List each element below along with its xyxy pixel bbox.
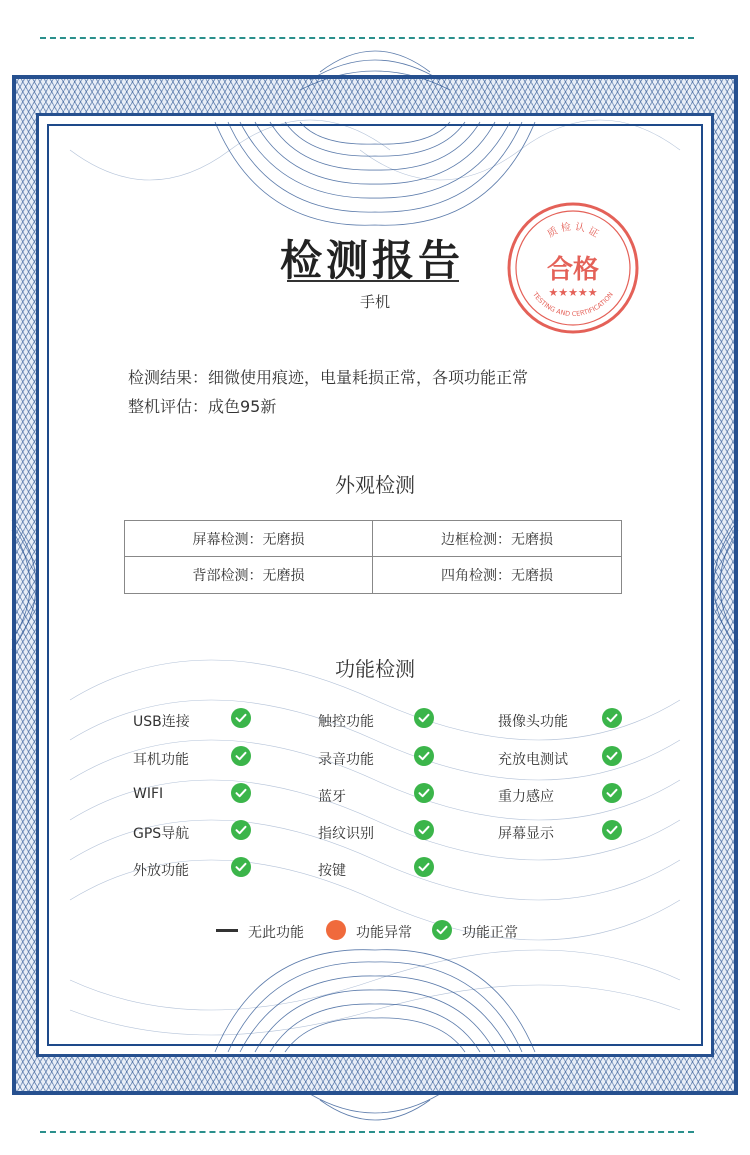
appearance-cell: 背部检测：无磨损: [125, 557, 373, 593]
appearance-table: [124, 520, 622, 594]
title-underline: [287, 280, 459, 282]
function-check-item: [133, 746, 273, 770]
function-label: WIFI: [133, 786, 164, 802]
check-pass-icon: [602, 746, 622, 766]
function-check-item: [498, 746, 638, 770]
function-label: 外放功能: [133, 863, 189, 879]
check-pass-icon: [231, 857, 251, 877]
function-label: 录音功能: [318, 752, 374, 768]
function-check-item: [498, 783, 638, 807]
check-pass-icon: [414, 746, 434, 766]
function-label: 耳机功能: [133, 752, 189, 768]
svg-text:质 检 认 证: 质 检 认 证: [545, 221, 601, 241]
function-check-item: [133, 708, 273, 732]
legend-abnormal: 功能异常: [356, 925, 412, 941]
function-check-item: [318, 857, 458, 881]
report-title: 检测报告: [279, 236, 464, 285]
function-label: GPS导航: [133, 826, 190, 842]
appearance-cell: 屏幕检测：无磨损: [125, 521, 373, 557]
function-check-item: [498, 708, 638, 732]
appearance-section-title: 外观检测: [335, 473, 415, 497]
function-label: 触控功能: [318, 714, 374, 730]
function-label: 按键: [318, 863, 346, 879]
function-check-item: [133, 783, 273, 807]
check-pass-icon: [602, 783, 622, 803]
appearance-cell: 边框检测：无磨损: [373, 521, 621, 557]
svg-text:TESTING AND CERTIFICATION: TESTING AND CERTIFICATION: [531, 290, 615, 319]
function-section-title: 功能检测: [335, 657, 415, 681]
function-check-item: [318, 708, 458, 732]
check-pass-icon: [231, 820, 251, 840]
normal-check-icon: [432, 920, 452, 940]
report-subtitle: 手机: [359, 293, 390, 311]
check-pass-icon: [602, 708, 622, 728]
abnormal-dot-icon: [326, 920, 346, 940]
appearance-cell: 四角检测：无磨损: [441, 568, 553, 584]
check-pass-icon: [231, 746, 251, 766]
check-pass-icon: [414, 708, 434, 728]
check-pass-icon: [231, 708, 251, 728]
function-check-item: [318, 783, 458, 807]
check-pass-icon: [231, 783, 251, 803]
function-check-item: [133, 820, 273, 844]
inspection-result-text: 检测结果：细微使用痕迹，电量耗损正常，各项功能正常: [128, 368, 529, 387]
svg-text:合格: 合格: [546, 255, 600, 285]
bottom-dashed-divider: [40, 1131, 694, 1133]
function-label: 重力感应: [498, 789, 554, 805]
check-pass-icon: [414, 783, 434, 803]
function-check-item: [318, 746, 458, 770]
function-check-item: [133, 857, 273, 881]
function-check-item: [498, 820, 638, 844]
overall-grade-text: 整机评估：成色95新: [128, 397, 277, 416]
certification-stamp: [505, 200, 641, 336]
function-label: 蓝牙: [318, 789, 346, 805]
check-pass-icon: [414, 857, 434, 877]
function-check-item: [318, 820, 458, 844]
check-pass-icon: [414, 820, 434, 840]
function-label: 屏幕显示: [498, 826, 554, 842]
function-label: USB连接: [133, 714, 190, 730]
function-label: 指纹识别: [318, 826, 374, 842]
legend-normal: 功能正常: [462, 925, 518, 941]
function-label: 摄像头功能: [498, 714, 568, 730]
status-legend: [216, 918, 546, 942]
function-label: 充放电测试: [498, 752, 568, 768]
no-function-dash-icon: [216, 929, 238, 932]
svg-text:★★★★★: ★★★★★: [548, 286, 598, 299]
legend-no-function: 无此功能: [248, 925, 304, 941]
check-pass-icon: [602, 820, 622, 840]
